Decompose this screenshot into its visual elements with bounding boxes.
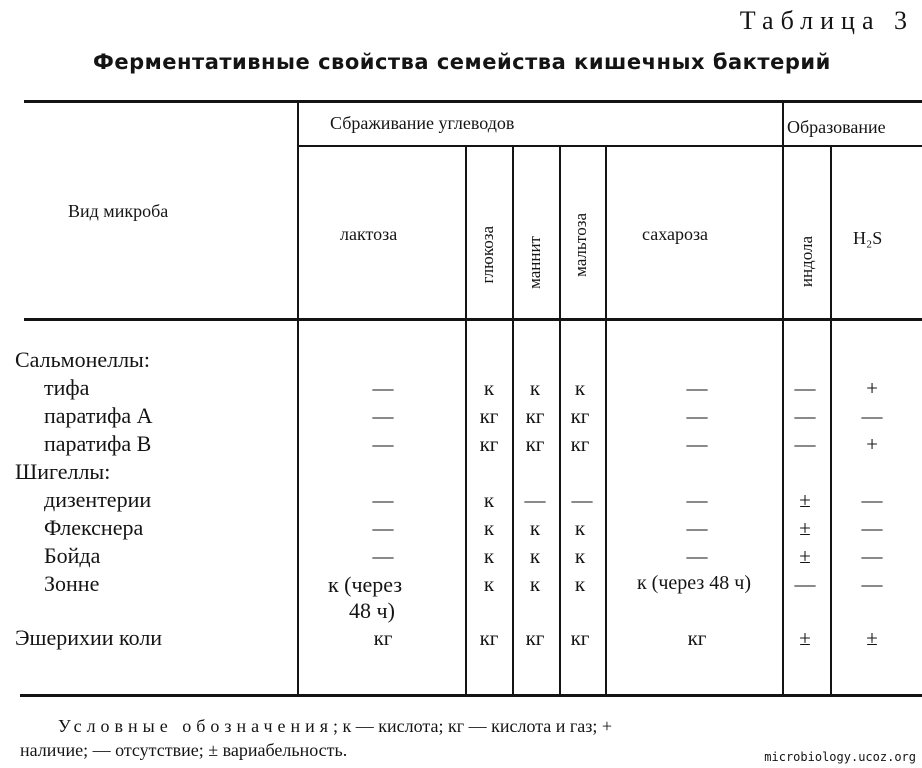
cell-mannitol: — [524,488,546,512]
cell-mannitol: к [529,544,541,568]
cell-lactose: — [372,516,394,540]
legend-definitions: ; к — кислота; кг — кислота и газ; + [333,716,613,736]
column-divider [605,145,607,696]
row-label: Бойда [44,543,101,568]
legend-line-2: наличие; — отсутствие; ± вариабельность. [20,740,348,760]
legend-spaced-term: Условные обозначения [58,716,334,736]
cell-glucose: к [483,544,495,568]
cell-maltose: кг [570,404,590,428]
cell-h2s: — [861,572,883,596]
cell-glucose: к [483,376,495,400]
table-title: Ферментативные свойства семейства кишечных бактерий [93,50,831,74]
cell-maltose: кг [570,626,590,650]
row-label: тифа [44,375,90,400]
column-divider [512,145,514,696]
cell-mannitol: кг [525,432,545,456]
cell-maltose: к [574,516,586,540]
group-label: Сальмонеллы: [15,347,150,372]
header-maltose: мальтоза [571,213,590,277]
table-bottom-rule [20,694,922,697]
row-label: паратифа В [44,431,152,456]
cell-glucose: кг [479,404,499,428]
cell-mannitol: кг [525,404,545,428]
header-glucose: глюкоза [478,226,497,284]
cell-lactose: — [372,376,394,400]
cell-maltose: к [574,572,586,596]
cell-mannitol: к [529,572,541,596]
cell-sucrose: — [686,544,708,568]
cell-lactose: — [372,544,394,568]
cell-indole: ± [799,544,811,568]
cell-mannitol: к [529,376,541,400]
cell-h2s: — [861,544,883,568]
cell-sucrose: — [686,516,708,540]
fermentation-underline [298,145,782,147]
cell-indole: — [794,404,816,428]
formation-underline [784,145,922,147]
column-divider [465,145,467,696]
cell-sucrose: — [686,404,708,428]
cell-mannitol: кг [525,626,545,650]
column-divider [782,100,784,696]
cell-h2s: + [866,432,878,456]
cell-indole: — [794,572,816,596]
cell-sucrose: — [686,376,708,400]
cell-glucose: к [483,488,495,512]
cell-lactose: кг [373,626,393,650]
header-mannitol: маннит [525,236,544,289]
top-rule [24,100,922,103]
header-sucrose: сахароза [642,224,709,244]
row-label: Зонне [44,571,100,596]
watermark: microbiology.ucoz.org [764,750,916,764]
row-label: дизентерии [44,487,152,512]
header-fermentation: Сбраживание углеводов [330,113,515,133]
header-indole: индола [797,236,816,288]
group-label: Шигеллы: [15,459,111,484]
cell-h2s: — [861,404,883,428]
cell-lactose: — [372,488,394,512]
cell-sucrose: — [686,488,708,512]
cell-h2s: — [861,488,883,512]
legend-line-1 [58,716,612,737]
cell-indole: — [794,376,816,400]
cell-glucose: к [483,516,495,540]
cell-lactose: — [372,404,394,428]
column-divider [830,145,832,696]
cell-indole: ± [799,626,811,650]
header-formation: Образование [787,117,886,137]
cell-maltose: к [574,376,586,400]
cell-h2s: ± [866,626,878,650]
cell-sucrose: к (через 48 ч) [636,572,752,594]
header-bottom-rule [24,318,922,321]
row-label: Эшерихии коли [15,625,163,650]
header-species: Вид микроба [68,201,169,221]
table-number: Таблица 3 [739,6,914,35]
column-divider [297,100,299,696]
row-label: Флекснера [44,515,144,540]
cell-h2s: + [866,376,878,400]
cell-indole: ± [799,488,811,512]
column-divider [559,145,561,696]
row-label: паратифа А [44,403,153,428]
cell-glucose: кг [479,432,499,456]
cell-sucrose: — [686,432,708,456]
cell-indole: — [794,432,816,456]
cell-maltose: кг [570,432,590,456]
cell-sucrose: кг [687,626,707,650]
cell-glucose: кг [479,626,499,650]
cell-h2s: — [861,516,883,540]
cell-glucose: к [483,572,495,596]
header-lactose: лактоза [340,224,398,244]
cell-lactose: к (через [327,572,403,597]
cell-maltose: — [571,488,593,512]
cell-maltose: к [574,544,586,568]
cell-mannitol: к [529,516,541,540]
cell-indole: ± [799,516,811,540]
cell-lactose: — [372,432,394,456]
header-h2s: H₂S [853,228,883,248]
cell-lactose-continued: 48 ч) [349,598,395,623]
